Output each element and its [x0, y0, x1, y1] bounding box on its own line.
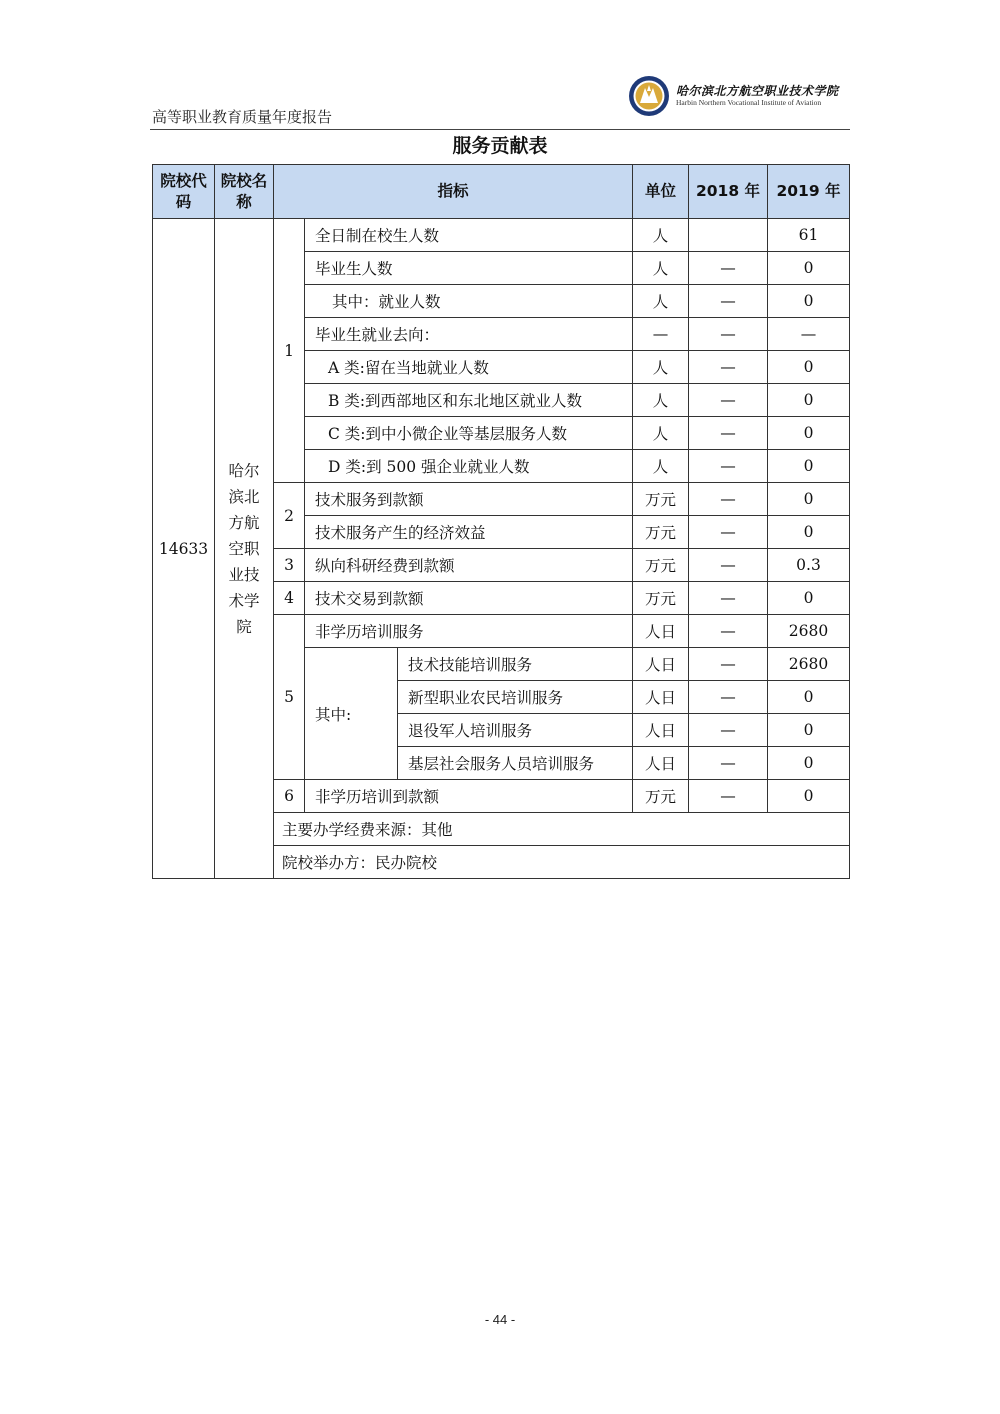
- value-2018: —: [689, 450, 768, 483]
- school-code-cell: 14633: [153, 219, 215, 879]
- indicator-label: 全日制在校生人数: [305, 219, 633, 252]
- group-number: 5: [274, 615, 305, 780]
- value-2019: 0: [768, 681, 850, 714]
- value-2019: 0: [768, 516, 850, 549]
- organizer-row: 院校举办方：民办院校: [274, 846, 850, 879]
- value-2018: —: [689, 582, 768, 615]
- value-2018: —: [689, 714, 768, 747]
- unit-cell: 人: [633, 285, 689, 318]
- report-header-title: 高等职业教育质量年度报告: [152, 108, 333, 126]
- unit-cell: 人日: [633, 714, 689, 747]
- col-header-code: 院校代码: [153, 165, 215, 219]
- unit-cell: 人: [633, 384, 689, 417]
- service-contribution-table: [152, 164, 850, 879]
- indicator-label: 新型职业农民培训服务: [398, 681, 633, 714]
- school-name-cell: 哈尔滨北方航空职业技术学院: [215, 219, 274, 879]
- unit-cell: 人日: [633, 615, 689, 648]
- value-2018: —: [689, 417, 768, 450]
- value-2019: 2680: [768, 615, 850, 648]
- value-2018: —: [689, 351, 768, 384]
- col-header-name: 院校名称: [215, 165, 274, 219]
- value-2018: —: [689, 648, 768, 681]
- value-2018: [689, 219, 768, 252]
- indicator-label: A 类:留在当地就业人数: [305, 351, 633, 384]
- value-2018: —: [689, 681, 768, 714]
- institute-emblem-icon: [628, 75, 670, 117]
- value-2019: 0: [768, 252, 850, 285]
- col-header-unit: 单位: [633, 165, 689, 219]
- value-2019: —: [768, 318, 850, 351]
- value-2018: —: [689, 615, 768, 648]
- value-2019: 0: [768, 417, 850, 450]
- value-2018: —: [689, 384, 768, 417]
- unit-cell: 人日: [633, 747, 689, 780]
- value-2019: 0: [768, 450, 850, 483]
- indicator-label: 纵向科研经费到款额: [305, 549, 633, 582]
- value-2018: —: [689, 285, 768, 318]
- indicator-label: 技术服务到款额: [305, 483, 633, 516]
- value-2019: 0: [768, 747, 850, 780]
- unit-cell: 人: [633, 219, 689, 252]
- indicator-label: 其中：就业人数: [305, 285, 633, 318]
- table-header-row: [153, 165, 850, 219]
- unit-cell: 万元: [633, 483, 689, 516]
- funding-source-row: 主要办学经费来源：其他: [274, 813, 850, 846]
- table-title: 服务贡献表: [452, 135, 548, 157]
- value-2019: 0: [768, 384, 850, 417]
- unit-cell: 人日: [633, 648, 689, 681]
- unit-cell: 万元: [633, 516, 689, 549]
- col-header-indicator: 指标: [274, 165, 633, 219]
- group-number: 2: [274, 483, 305, 549]
- value-2018: —: [689, 780, 768, 813]
- header-divider: [150, 129, 850, 130]
- unit-cell: 万元: [633, 582, 689, 615]
- indicator-label: 技术交易到款额: [305, 582, 633, 615]
- indicator-label: 基层社会服务人员培训服务: [398, 747, 633, 780]
- table-row: [153, 219, 850, 252]
- institute-name-cn: 哈尔滨北方航空职业技术学院: [676, 83, 839, 98]
- value-2018: —: [689, 318, 768, 351]
- value-2018: —: [689, 483, 768, 516]
- value-2018: —: [689, 252, 768, 285]
- indicator-label: 非学历培训服务: [305, 615, 633, 648]
- group-number: 1: [274, 219, 305, 483]
- indicator-label: B 类:到西部地区和东北地区就业人数: [305, 384, 633, 417]
- unit-cell: 人: [633, 252, 689, 285]
- value-2019: 0: [768, 285, 850, 318]
- unit-cell: 人: [633, 351, 689, 384]
- indicator-label: 技术服务产生的经济效益: [305, 516, 633, 549]
- unit-cell: —: [633, 318, 689, 351]
- value-2019: 0: [768, 780, 850, 813]
- unit-cell: 人: [633, 417, 689, 450]
- value-2019: 0: [768, 582, 850, 615]
- unit-cell: 人日: [633, 681, 689, 714]
- value-2019: 0: [768, 351, 850, 384]
- sub-group-label: 其中:: [305, 648, 398, 780]
- institute-logo: [628, 72, 850, 120]
- indicator-label: 退役军人培训服务: [398, 714, 633, 747]
- unit-cell: 万元: [633, 780, 689, 813]
- indicator-label: 技术技能培训服务: [398, 648, 633, 681]
- institute-name-en: Harbin Northern Vocational Institute of Aviation: [676, 97, 822, 107]
- value-2019: 0.3: [768, 549, 850, 582]
- value-2018: —: [689, 747, 768, 780]
- value-2019: 0: [768, 483, 850, 516]
- indicator-label: D 类:到 500 强企业就业人数: [305, 450, 633, 483]
- col-header-2019: 2019 年: [768, 165, 850, 219]
- page-number: - 44 -: [484, 1312, 516, 1327]
- indicator-label: C 类:到中小微企业等基层服务人数: [305, 417, 633, 450]
- group-number: 4: [274, 582, 305, 615]
- value-2019: 61: [768, 219, 850, 252]
- indicator-label: 非学历培训到款额: [305, 780, 633, 813]
- value-2019: 0: [768, 714, 850, 747]
- indicator-label: 毕业生人数: [305, 252, 633, 285]
- col-header-2018: 2018 年: [689, 165, 768, 219]
- value-2019: 2680: [768, 648, 850, 681]
- unit-cell: 万元: [633, 549, 689, 582]
- unit-cell: 人: [633, 450, 689, 483]
- group-number: 3: [274, 549, 305, 582]
- indicator-label: 毕业生就业去向：: [305, 318, 633, 351]
- value-2018: —: [689, 549, 768, 582]
- group-number: 6: [274, 780, 305, 813]
- value-2018: —: [689, 516, 768, 549]
